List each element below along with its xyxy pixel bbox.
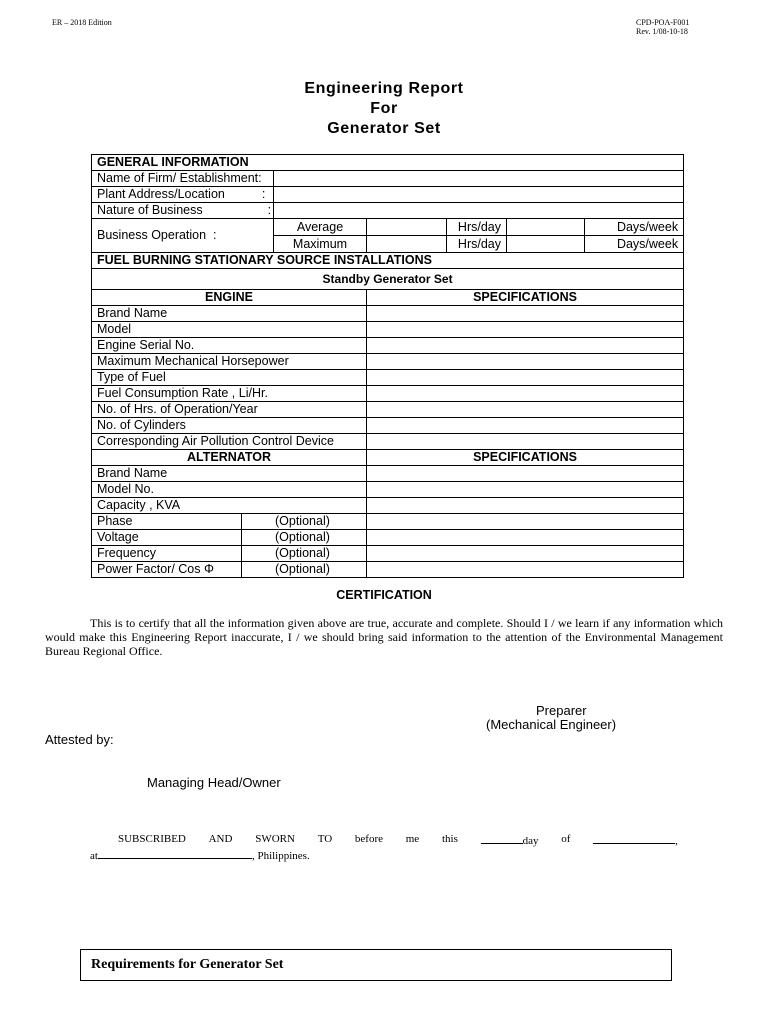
optional-field[interactable] [242,562,367,578]
form-code [636,18,689,36]
address-label [92,187,274,203]
average-label: Average [274,219,367,236]
certification-body [45,616,723,658]
optional-field[interactable] [242,530,367,546]
title-line-3: Generator Set [327,120,441,137]
sworn-at: at [90,850,98,862]
optional-field[interactable] [242,546,367,562]
sworn-month-group [593,833,678,847]
maximum-hrs-label: Hrs/day [447,236,507,253]
optional-label: (Optional) [275,546,330,560]
engine-row-label: Brand Name [92,306,367,322]
fuel-subheading-row [92,269,684,290]
firm-label [92,171,274,187]
average-days-field[interactable] [507,219,585,236]
sworn-day-group [481,833,539,847]
nature-label [92,203,274,219]
engine-spec-field[interactable] [367,370,684,386]
alternator-row-label: Capacity , KVA [92,498,367,514]
requirements-title: Requirements for Generator Set [91,957,284,972]
engine-spec-heading: SPECIFICATIONS [367,290,684,306]
engine-row-label: Corresponding Air Pollution Control Device [92,434,367,450]
alternator-spec-field[interactable] [367,482,684,498]
table-row [92,530,684,546]
sworn-philippines: , Philippines. [251,850,310,862]
sworn-word: AND [208,833,233,845]
colon: : [267,203,272,217]
edition-label: ER – 2018 Edition [52,18,112,27]
alternator-heading-row [92,450,684,466]
sworn-word: SUBSCRIBED [118,833,186,845]
nature-label-text: Nature of Business [97,203,203,217]
form-revision: Rev. 1/08-10-18 [636,27,688,36]
fuel-subheading: Standby Generator Set [92,269,684,290]
alternator-spec-field[interactable] [367,498,684,514]
sworn-word: this [441,833,458,845]
optional-label: (Optional) [275,514,330,528]
certification-heading: CERTIFICATION [336,588,432,602]
table-row [92,370,684,386]
managing-head-label: Managing Head/Owner [147,775,281,790]
table-row [92,171,684,187]
day-blank[interactable] [481,833,523,844]
table-row [92,562,684,578]
preparer-label: Preparer [536,703,587,718]
colon: : [258,171,262,185]
engine-row-label: Maximum Mechanical Horsepower [92,354,367,370]
page-title [0,79,768,139]
optional-row-label: Phase [92,514,242,530]
general-heading: GENERAL INFORMATION [92,155,684,171]
optional-label: (Optional) [275,530,330,544]
alternator-row-label: Brand Name [92,466,367,482]
table-row [92,322,684,338]
engine-spec-field[interactable] [367,402,684,418]
sworn-statement-line-1 [118,833,678,847]
engine-row-label: No. of Hrs. of Operation/Year [92,402,367,418]
alternator-spec-heading: SPECIFICATIONS [367,450,684,466]
title-line-2: For [370,100,398,117]
table-row [92,338,684,354]
operation-label [92,219,274,253]
alternator-spec-field[interactable] [367,530,684,546]
optional-row-label: Frequency [92,546,242,562]
colon: : [213,228,217,242]
firm-field[interactable] [274,171,684,187]
form-code-number: CPD-POA-F001 [636,18,690,27]
general-heading-row [92,155,684,171]
table-row [92,498,684,514]
optional-field[interactable] [242,514,367,530]
attested-by-label: Attested by: [45,732,114,747]
table-row [92,203,684,219]
table-row [92,219,684,236]
maximum-hrs-field[interactable] [367,236,447,253]
engine-spec-field[interactable] [367,354,684,370]
alternator-spec-field[interactable] [367,546,684,562]
sworn-word: me [405,833,420,845]
fuel-heading: FUEL BURNING STATIONARY SOURCE INSTALLATIONS [92,253,684,269]
table-row [92,306,684,322]
engine-spec-field[interactable] [367,338,684,354]
table-row [92,546,684,562]
sworn-word: SWORN [255,833,295,845]
table-row [92,402,684,418]
colon: : [261,187,266,201]
fuel-heading-row [92,253,684,269]
alternator-row-label: Model No. [92,482,367,498]
engine-row-label: Fuel Consumption Rate , Li/Hr. [92,386,367,402]
alternator-spec-field[interactable] [367,466,684,482]
alternator-spec-field[interactable] [367,562,684,578]
optional-row-label: Power Factor/ Cos Φ [92,562,242,578]
table-row [92,434,684,450]
sworn-word: of [561,833,571,845]
engine-spec-field[interactable] [367,418,684,434]
engine-heading-row [92,290,684,306]
table-row [92,354,684,370]
engine-spec-field[interactable] [367,386,684,402]
table-row [92,418,684,434]
firm-label-text: Name of Firm/ Establishment [97,171,259,185]
title-line-1: Engineering Report [304,80,464,97]
maximum-days-label: Days/week [585,236,684,253]
engine-spec-field[interactable] [367,322,684,338]
sworn-statement-line-2 [90,848,310,862]
engine-spec-field[interactable] [367,434,684,450]
alternator-spec-field[interactable] [367,514,684,530]
month-blank[interactable] [593,833,675,844]
maximum-days-field[interactable] [507,236,585,253]
average-hrs-label: Hrs/day [447,219,507,236]
certification-text: This is to certify that all the information given above are true, accurate and complete. Should I / we learn if any information which would make this Engineering Report inaccurate, I / we should bring said information to the attention of the Environmental Management Bureau Regional Office. [45,616,723,658]
place-blank[interactable] [98,848,252,859]
sworn-word: TO [317,833,333,845]
table-row [92,514,684,530]
engine-row-label: Model [92,322,367,338]
engine-spec-field[interactable] [367,306,684,322]
report-form-table [91,154,684,578]
sworn-word: day [522,835,539,847]
average-hrs-field[interactable] [367,219,447,236]
engine-row-label: Engine Serial No. [92,338,367,354]
table-row [92,466,684,482]
operation-label-text: Business Operation [97,228,207,242]
engine-heading: ENGINE [92,290,367,306]
table-row [92,187,684,203]
maximum-label: Maximum [274,236,367,253]
sworn-comma: , [675,835,678,847]
alternator-heading: ALTERNATOR [92,450,367,466]
optional-row-label: Voltage [92,530,242,546]
sworn-word: before [354,833,383,845]
mechanical-engineer-label: (Mechanical Engineer) [486,717,617,732]
average-days-label: Days/week [585,219,684,236]
address-label-text: Plant Address/Location [97,187,225,201]
table-row [92,386,684,402]
table-row [92,482,684,498]
engine-row-label: Type of Fuel [92,370,367,386]
engine-row-label: No. of Cylinders [92,418,367,434]
optional-label: (Optional) [275,562,330,576]
address-field[interactable] [274,187,684,203]
nature-field[interactable] [274,203,684,219]
